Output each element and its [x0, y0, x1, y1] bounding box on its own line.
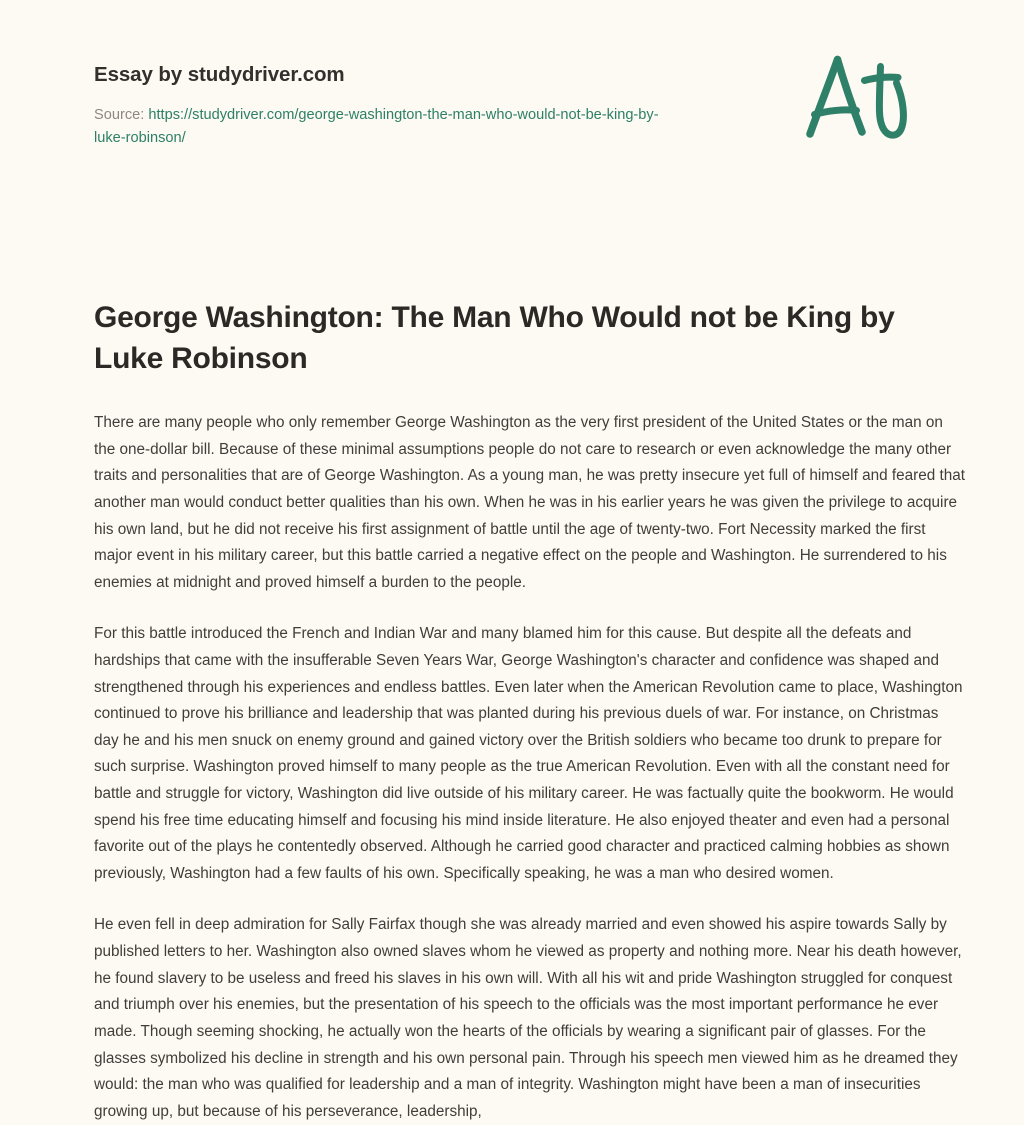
- source-url-link[interactable]: https://studydriver.com/george-washington-the-man-who-would-not-be-king-by-luke-robinson/: [94, 106, 659, 147]
- brand-title: Essay by studydriver.com: [94, 63, 345, 86]
- source-line: [94, 104, 674, 151]
- page-header: [94, 0, 966, 151]
- essay-paragraph: For this battle introduced the French and Indian War and many blamed him for this cause. But despite all the defeats and hardships that came with the insufferable Seven Years War, George Washington's character and confidence was shaped and strengthened through his experiences and endless battles. Even later when the American Revolution came to place, Washington continued to prove his brilliance and leadership that was planted during his previous duels of war. For instance, on Christmas day he and his men snuck on enemy ground and gained victory over the British soldiers who became too drunk to prepare for such surprise. Washington proved himself to many people as the true American Revolution. Even with all the constant need for battle and struggle for victory, Washington did live outside of his military career. He was factually quite the bookworm. He would spend his free time educating himself and focusing his mind inside literature. He also enjoyed theater and even had a personal favorite out of the plays he contentedly observed. Although he carried good character and practiced calming hobbies as shown previously, Washington had a few faults of his own. Specifically speaking, he was a man who desired women.: [94, 625, 963, 882]
- essay-body: [94, 410, 966, 1125]
- essay-paragraph: There are many people who only remember George Washington as the very first president of the United States or the man on the one-dollar bill. Because of these minimal assumptions people do not care to research or even acknowledge the many other traits and personalities that are of George Washington. As a young man, he was pretty insecure yet full of himself and feared that another man would conduct better qualities than his own. When he was in his earlier years he was given the privilege to acquire his own land, but he did not receive his first assignment of battle until the age of twenty-two. Fort Necessity marked the first major event in his military career, but this battle carried a negative effect on the people and Washington. He surrendered to his enemies at midnight and proved himself a burden to the people.: [94, 414, 965, 591]
- essay-paragraph: He even fell in deep admiration for Sally Fairfax though she was already married and even showed his aspire towards Sally by published letters to her. Washington also owned slaves whom he viewed as property and nothing more. Near his death however, he found slavery to be useless and freed his slaves in his own will. With all his wit and pride Washington struggled for conquest and triumph over his enemies, but the presentation of his speech to the officials was the most important performance he ever made. Though seeming shocking, he actually won the hearts of the officials by wearing a significant pair of glasses. For the glasses symbolized his decline in strength and his own personal pain. Through his speech men viewed him as he dreamed they would: the man who was qualified for leadership and a man of integrity. Washington might have been a man of insecurities growing up, but because of his perseverance, leadership,: [94, 916, 962, 1120]
- page-title: George Washington: The Man Who Would not be King by Luke Robinson: [94, 300, 895, 375]
- aplus-logo: [792, 44, 910, 154]
- source-label: Source:: [94, 106, 145, 123]
- aplus-logo-icon: [792, 44, 910, 154]
